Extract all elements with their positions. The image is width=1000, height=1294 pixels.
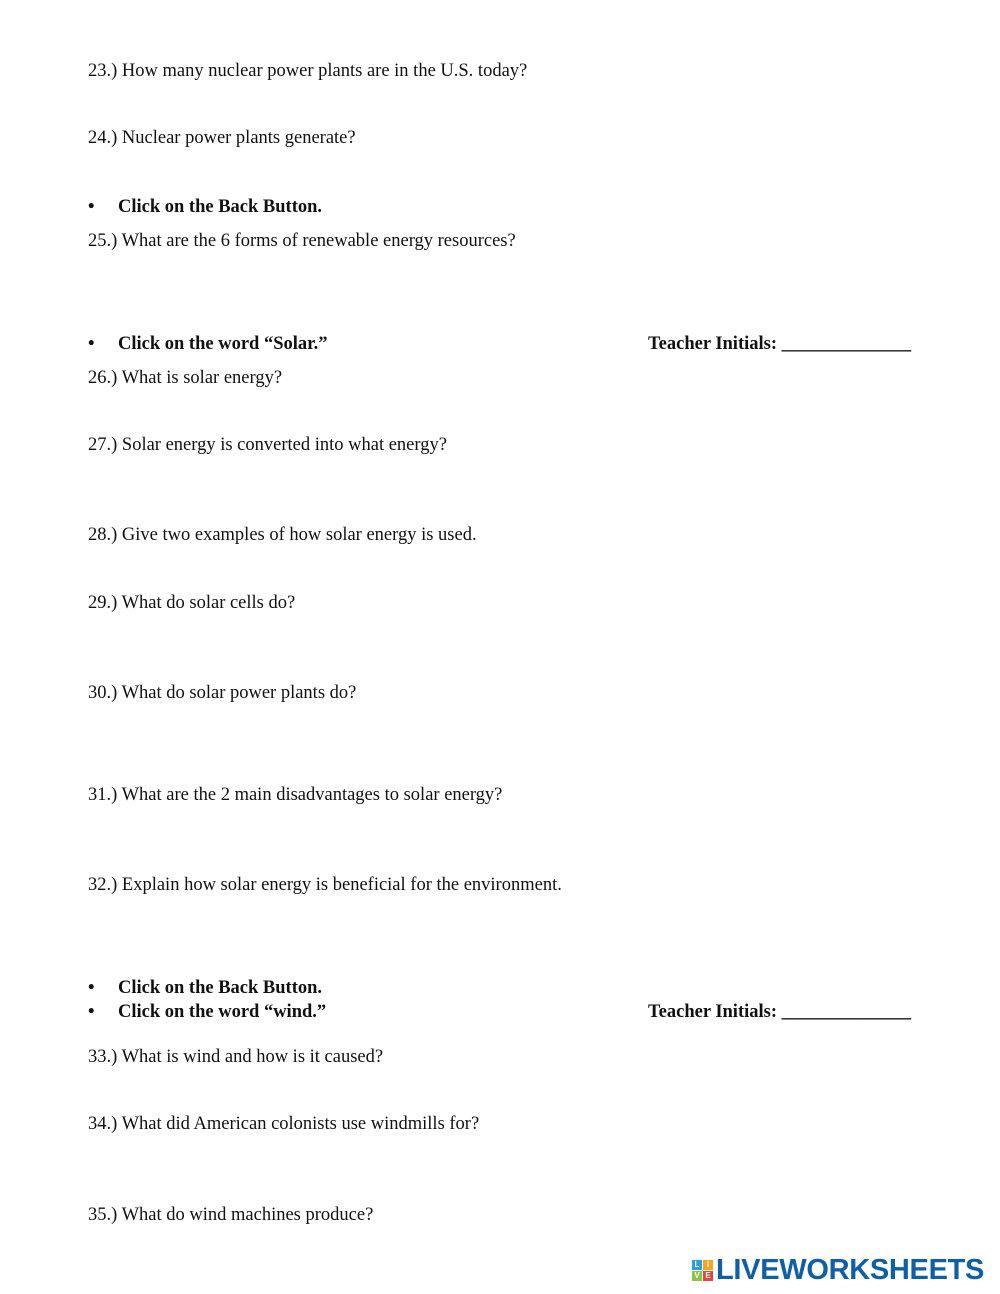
instruction-back-button-2 <box>88 977 322 999</box>
question-31: 31.) What are the 2 main disadvantages to solar energy? <box>88 785 503 805</box>
instruction-click-wind <box>88 1001 326 1023</box>
question-28: 28.) Give two examples of how solar energy is used. <box>88 525 477 545</box>
question-33: 33.) What is wind and how is it caused? <box>88 1047 384 1067</box>
question-30: 30.) What do solar power plants do? <box>88 683 357 703</box>
logo-mark-letter: V <box>692 1271 702 1281</box>
question-32: 32.) Explain how solar energy is beneficial for the environment. <box>88 875 562 895</box>
instruction-text: Click on the Back Button. <box>118 978 323 998</box>
instruction-text: Click on the word “wind.” <box>118 1002 327 1022</box>
question-29: 29.) What do solar cells do? <box>88 593 296 613</box>
question-24: 24.) Nuclear power plants generate? <box>88 128 356 148</box>
teacher-initials-1: Teacher Initials: ______________ <box>648 334 912 354</box>
bullet-icon: • <box>88 1002 95 1022</box>
bullet-icon: • <box>88 334 95 354</box>
logo-text: LIVEWORKSHEETS <box>716 1253 985 1286</box>
logo-mark-letter: L <box>692 1260 702 1270</box>
instruction-click-solar <box>88 333 328 355</box>
logo-mark-letter: E <box>703 1271 713 1281</box>
question-34: 34.) What did American colonists use windmills for? <box>88 1114 480 1134</box>
liveworksheets-logo <box>692 1254 984 1286</box>
instruction-back-button-1 <box>88 196 322 218</box>
instruction-text: Click on the word “Solar.” <box>118 334 328 354</box>
teacher-initials-2: Teacher Initials: ______________ <box>648 1002 912 1022</box>
logo-mark-icon <box>692 1260 713 1281</box>
bullet-icon: • <box>88 197 95 217</box>
question-25: 25.) What are the 6 forms of renewable energy resources? <box>88 231 516 251</box>
bullet-icon: • <box>88 978 95 998</box>
question-27: 27.) Solar energy is converted into what energy? <box>88 435 447 455</box>
question-23: 23.) How many nuclear power plants are in the U.S. today? <box>88 61 528 81</box>
question-26: 26.) What is solar energy? <box>88 368 283 388</box>
logo-mark-letter: I <box>703 1260 713 1270</box>
instruction-text: Click on the Back Button. <box>118 197 323 217</box>
question-35: 35.) What do wind machines produce? <box>88 1205 374 1225</box>
